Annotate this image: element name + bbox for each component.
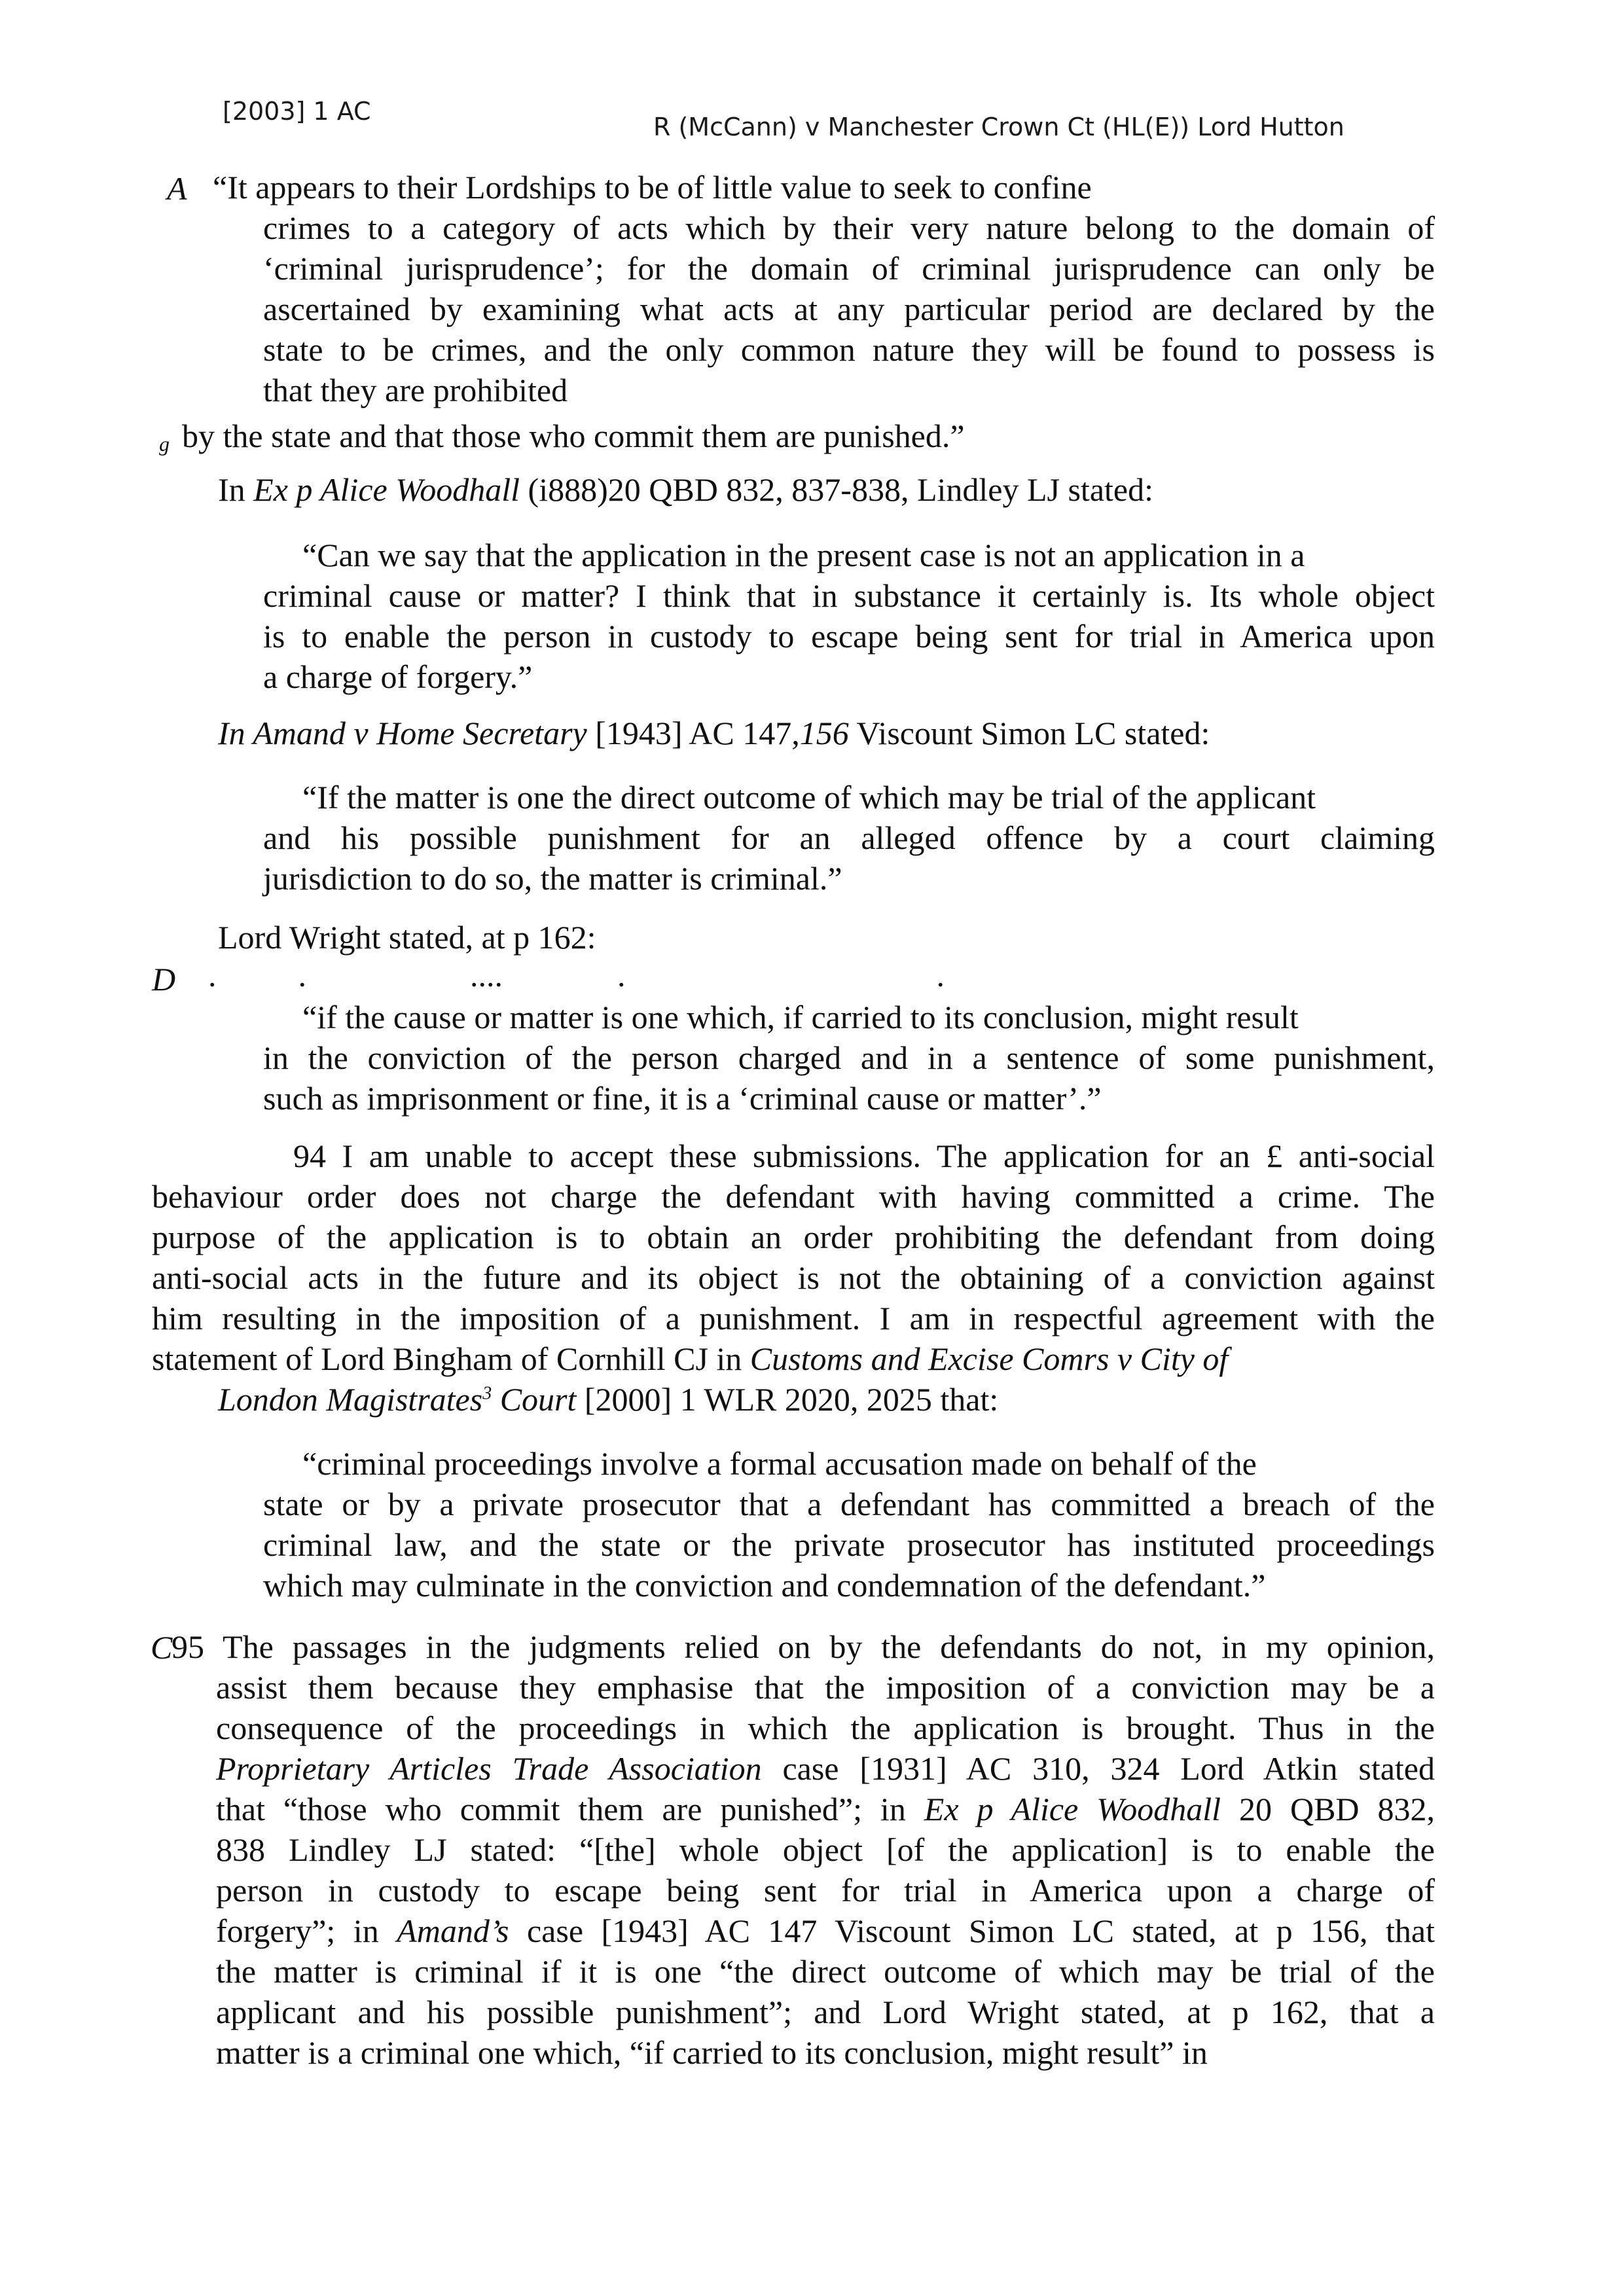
para95-line: consequence of the proceedings in which the application is brought. Thus in the: [216, 1710, 1435, 1746]
quote3-line: jurisdiction to do so, the matter is criminal.”: [263, 860, 842, 897]
quote2-line: criminal cause or matter? I think that in substance it certainly is. Its whole object: [263, 577, 1435, 614]
para94-line: London Magistrates$^3$ Court [2000] 1 WLR 2020, 2025 that:: [218, 1381, 999, 1418]
para94-line: purpose of the application is to obtain an order prohibiting the defendant from doing: [152, 1219, 1435, 1255]
margin-letter-g: g: [159, 432, 170, 456]
quote1-line: ascertained by examining what acts at any particular period are declared by the: [263, 291, 1435, 327]
quote2-line: a charge of forgery.”: [263, 658, 533, 695]
para95-line: 95 The passages in the judgments relied on by the defendants do not, in my opinion,: [171, 1628, 1435, 1665]
quote2-line: is to enable the person in custody to escape being sent for trial in America upon: [263, 618, 1435, 655]
header-case-title: R (McCann) v Manchester Crown Ct (HL(E)) Lord Hutton: [653, 113, 1344, 141]
quote1-line: crimes to a category of acts which by their very nature belong to the domain of: [263, 209, 1435, 246]
quote2-line: “Can we say that the application in the present case is not an application in a: [302, 537, 1305, 573]
dots-line: . . .... . .: [208, 957, 945, 994]
case-name: Proprietary Articles Trade Association: [216, 1750, 762, 1787]
case-name: In Amand v Home Secretary: [218, 715, 587, 751]
quote5-line: state or by a private prosecutor that a defendant has committed a breach of the: [263, 1486, 1435, 1522]
quote1-line: by the state and that those who commit them are punished.”: [182, 418, 965, 454]
quote4-line: in the conviction of the person charged and in a sentence of some punishment,: [263, 1039, 1435, 1076]
para94-line: 94 I am unable to accept these submissions. The application for an £ anti-social: [293, 1138, 1435, 1174]
header-citation: [2003] 1 AC: [223, 97, 371, 126]
para95-line: applicant and his possible punishment”; and Lord Wright stated, at p 162, that a: [216, 1994, 1435, 2030]
case-name: Ex p Alice Woodhall: [253, 471, 520, 508]
amand-intro: In Amand v Home Secretary [1943] AC 147,156 Viscount Simon LC stated:: [218, 715, 1210, 751]
para94-line: him resulting in the imposition of a punishment. I am in respectful agreement with the: [152, 1300, 1435, 1336]
case-name: London Magistrates$^3$ Court: [218, 1381, 577, 1418]
para94-line: anti-social acts in the future and its object is not the obtaining of a conviction against: [152, 1259, 1435, 1296]
margin-letter-d: D: [152, 961, 176, 997]
quote1-line: “It appears to their Lordships to be of little value to seek to confine: [213, 169, 1092, 206]
quote5-line: criminal law, and the state or the private prosecutor has instituted proceedings: [263, 1526, 1435, 1563]
margin-letter-c: C: [151, 1629, 173, 1666]
para95-line: matter is a criminal one which, “if carried to its conclusion, might result” in: [216, 2034, 1208, 2071]
quote1-line: that they are prohibited: [263, 372, 568, 408]
quote1-line: ‘criminal jurisprudence’; for the domain of criminal jurisprudence can only be: [263, 250, 1435, 287]
para94-line: behaviour order does not charge the defendant with having committed a crime. The: [152, 1178, 1435, 1215]
case-name: Ex p Alice Woodhall: [924, 1791, 1221, 1827]
woodhall-intro: In Ex p Alice Woodhall (i888)20 QBD 832, 837-838, Lindley LJ stated:: [218, 471, 1153, 508]
quote3-line: and his possible punishment for an alleged offence by a court claiming: [263, 819, 1435, 856]
para95-line: the matter is criminal if it is one “the direct outcome of which may be trial of the: [216, 1953, 1435, 1990]
para95-line: that “those who commit them are punished”; in Ex p Alice Woodhall 20 QBD 832,: [216, 1791, 1435, 1827]
quote3-line: “If the matter is one the direct outcome of which may be trial of the applicant: [302, 779, 1316, 816]
quote1-line: state to be crimes, and the only common nature they will be found to possess is: [263, 331, 1435, 368]
para95-line: assist them because they emphasise that the imposition of a conviction may be a: [216, 1669, 1435, 1706]
para95-line: person in custody to escape being sent for trial in America upon a charge of: [216, 1872, 1435, 1909]
case-name: Customs and Excise Comrs v City of: [749, 1340, 1229, 1377]
quote5-line: “criminal proceedings involve a formal accusation made on behalf of the: [302, 1445, 1257, 1482]
para94-line: statement of Lord Bingham of Cornhill CJ in Customs and Excise Comrs v City of: [152, 1340, 1229, 1377]
quote4-line: such as imprisonment or fine, it is a ‘criminal cause or matter’.”: [263, 1080, 1102, 1117]
wright-intro: Lord Wright stated, at p 162:: [218, 919, 596, 956]
case-name: Amand’s: [397, 1912, 509, 1949]
para95-line: 838 Lindley LJ stated: “[the] whole object [of the application] is to enable the: [216, 1831, 1435, 1868]
para95-line: Proprietary Articles Trade Association case [1931] AC 310, 324 Lord Atkin stated: [216, 1750, 1435, 1787]
margin-letter-a: A: [167, 170, 187, 207]
para95-line: forgery”; in Amand’s case [1943] AC 147 Viscount Simon LC stated, at p 156, that: [216, 1912, 1435, 1949]
quote4-line: “if the cause or matter is one which, if carried to its conclusion, might result: [302, 999, 1299, 1035]
quote5-line: which may culminate in the conviction and condemnation of the defendant.”: [263, 1567, 1266, 1604]
